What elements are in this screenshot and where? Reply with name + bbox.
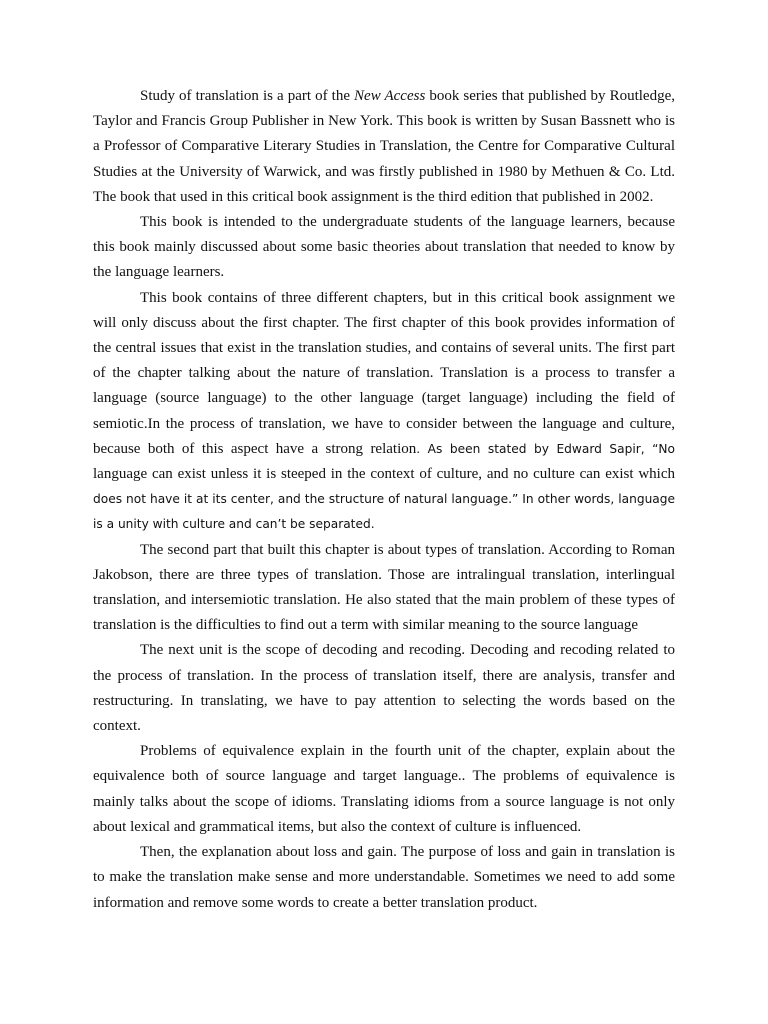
paragraph-decoding: The next unit is the scope of decoding and recoding. Decoding and recoding related to the process of translation. In the process of translation itself, there are analysis, transfer and restructuring. In translating, we have to pay attention to selecting the words based on the context.: [93, 642, 675, 735]
paragraph-audience: This book is intended to the undergraduate students of the language learners, because this book mainly discussed about some basic theories about translation that needed to know by the language learners.: [93, 214, 675, 281]
sapir-quote-end: does not have it at its center, and the structure of natural language.” In other words, language is a unity with culture and can’t be separated.: [93, 492, 675, 532]
sapir-quote-middle: language can exist unless it is steeped in the context of culture, and no culture can exist which: [93, 466, 675, 483]
intro-text-start: Study of translation is a part of the: [140, 88, 355, 104]
paragraph-chapters: [93, 286, 675, 538]
paragraph-loss-gain: Then, the explanation about loss and gain. The purpose of loss and gain in translation is to make the translation make sense and more understandable. Sometimes we need to add some information and remove some words to create a better translation product.: [93, 844, 675, 911]
paragraph-types: The second part that built this chapter is about types of translation. According to Roman Jakobson, there are three types of translation. Those are intralingual translation, interlingual translation, and intersemiotic translation. He also stated that the main problem of these types of translation is the difficulties to find out a term with similar meaning to the source language: [93, 541, 675, 634]
intro-text-end: book series that published by Routledge, Taylor and Francis Group Publisher in New York. This book is written by Susan Bassnett who is a Professor of Comparative Literary Studies in Translation, the Centre for Comparative Cultural Studies at the University of Warwick, and was firstly published in 1980 by Methuen & Co. Ltd. The book that used in this critical book assignment is the third edition that published in 2002.: [93, 88, 675, 205]
paragraph-equivalence: Problems of equivalence explain in the fourth unit of the chapter, explain about the equivalence both of source language and target language.. The problems of equivalence is mainly talks about the scope of idioms. Translating idioms from a source language is not only about lexical and grammatical items, but also the context of culture is influenced.: [93, 743, 675, 835]
paragraph-intro: [93, 84, 675, 210]
chapters-text-main: This book contains of three different chapters, but in this critical book assignment we will only discuss about the first chapter. The first chapter of this book provides information of the central issues that exist in the translation studies, and contains of several units. The first part of the chapter talking about the nature of translation. Translation is a process to transfer a language (source language) to the other language (target language) including the field of semiotic.In the process of translation, we have to consider between the language and culture, because both of this aspect have a strong relation: [93, 289, 675, 457]
series-title: New Access: [354, 88, 426, 104]
document-body: [93, 84, 675, 916]
sapir-quote-start: . As been stated by Edward Sapir, “No: [416, 441, 675, 456]
